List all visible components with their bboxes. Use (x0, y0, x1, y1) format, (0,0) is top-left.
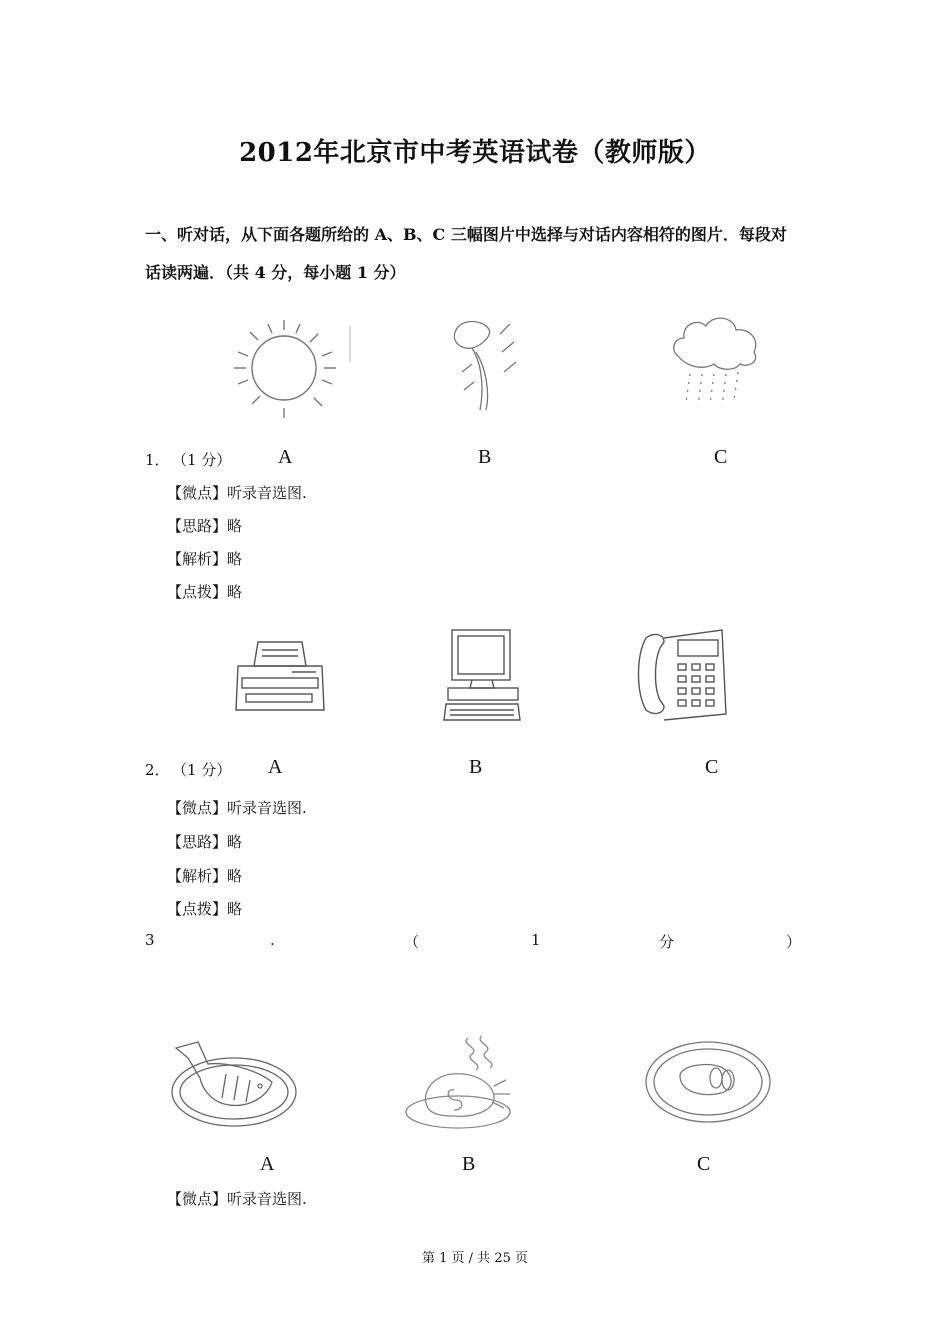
section-line-1: 一、听对话，从下面各题所给的 A、B、C 三幅图片中选择与对话内容相符的图片．每段对 (145, 225, 787, 244)
question-2-note-4: 【点拨】略 (167, 900, 243, 918)
question-2-option-a: A (268, 756, 283, 778)
page-footer: 第 1 页 / 共 25 页 (422, 1251, 528, 1266)
question-2-option-c: C (705, 756, 719, 778)
question-1-note-1: 【微点】听录音选图. (167, 484, 307, 502)
question-2-number: 2． (145, 761, 170, 779)
question-2-option-b: B (469, 756, 483, 778)
question-3-option-a: A (260, 1153, 275, 1175)
question-3-open-paren: （ (404, 933, 420, 951)
roast-chicken-picture (398, 1030, 524, 1134)
rain-cloud-picture (668, 310, 764, 410)
question-2-score: （1 分） (172, 761, 232, 779)
egg-plate-picture (644, 1036, 772, 1128)
sun-picture (232, 316, 354, 422)
question-1-option-c: C (714, 446, 728, 468)
question-2-note-2: 【思路】略 (167, 833, 243, 851)
question-2-note-1: 【微点】听录音选图. (167, 799, 307, 817)
page-title: 2012年北京市中考英语试卷（教师版） (239, 138, 711, 168)
question-3-option-b: B (462, 1153, 476, 1175)
printer-picture (232, 636, 328, 718)
section-line-2: 话读两遍．（共 4 分，每小题 1 分） (145, 263, 406, 282)
section-instructions (145, 216, 825, 292)
question-1-note-2: 【思路】略 (167, 517, 243, 535)
question-1-note-3: 【解析】略 (167, 550, 243, 568)
question-3-note-1: 【微点】听录音选图. (167, 1190, 307, 1208)
computer-picture (444, 628, 522, 724)
question-3-option-c: C (697, 1153, 711, 1175)
fish-picture (168, 1026, 300, 1130)
question-3-score-number: 1 (531, 931, 541, 949)
question-1-number: 1． (145, 451, 170, 469)
question-3-close-paren: ） (786, 933, 802, 951)
question-3-dot: . (270, 931, 275, 949)
question-1-option-b: B (478, 446, 492, 468)
question-3-number: 3 (145, 931, 155, 949)
question-3-score-unit: 分 (659, 933, 675, 951)
telephone-picture (634, 626, 730, 724)
question-1-score: （1 分） (172, 451, 232, 469)
windy-tree-picture (442, 312, 522, 412)
question-1-option-a: A (278, 446, 293, 468)
question-2-note-3: 【解析】略 (167, 867, 243, 885)
question-1-note-4: 【点拨】略 (167, 583, 243, 601)
